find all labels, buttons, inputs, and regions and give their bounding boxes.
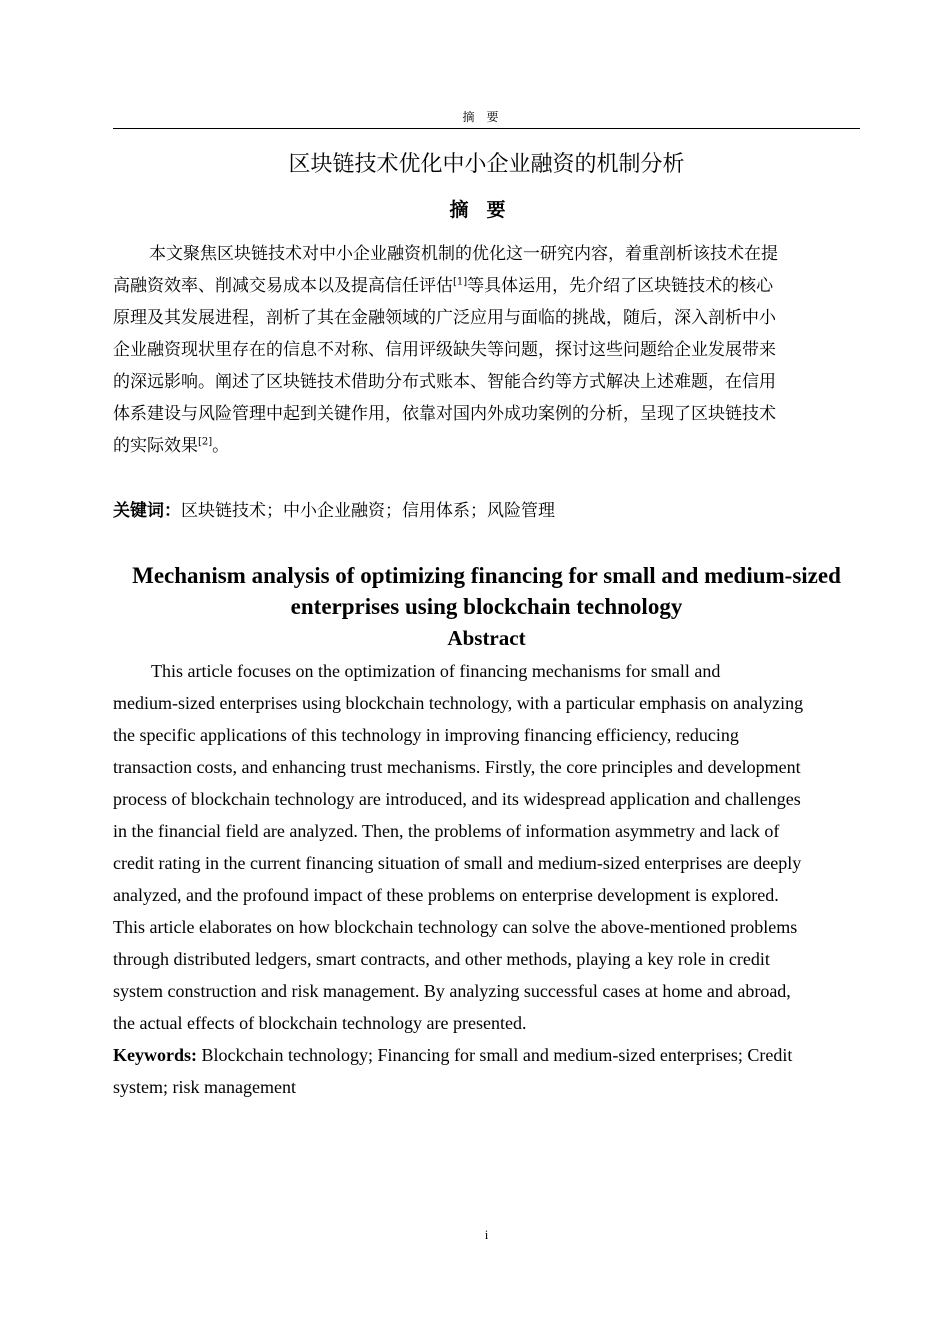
en-keywords-label: Keywords: xyxy=(113,1045,197,1065)
en-keywords-continued: system; risk management xyxy=(113,1077,296,1097)
cn-body-text: 高融资效率、削减交易成本以及提高信任评估 xyxy=(113,276,453,296)
cn-body-text: 体系建设与风险管理中起到关键作用，依靠对国内外成功案例的分析，呈现了区块链技术 xyxy=(113,404,776,424)
citation-ref: [1] xyxy=(453,276,468,288)
cn-body-text: 本文聚焦区块链技术对中小企业融资机制的优化这一研究内容，着重剖析该技术在提 xyxy=(149,244,778,264)
en-title xyxy=(113,560,860,622)
cn-keywords xyxy=(113,495,860,527)
en-abstract-heading: Abstract xyxy=(447,626,526,650)
en-body-line: process of blockchain technology are introduced, and its widespread application and challenges xyxy=(113,789,801,809)
cn-body-text: 等具体运用，先介绍了区块链技术的核心 xyxy=(467,276,774,296)
cn-body-line xyxy=(113,334,860,366)
citation-ref: [2] xyxy=(198,436,213,448)
header-rule xyxy=(113,128,860,129)
cn-body-line xyxy=(113,302,860,334)
cn-body-text: 原理及其发展进程，剖析了其在金融领域的广泛应用与面临的挑战，随后，深入剖析中小 xyxy=(113,308,776,328)
en-title-line: enterprises using blockchain technology xyxy=(290,594,683,619)
en-body-line: credit rating in the current financing situation of small and medium-sized enterprises are deeply xyxy=(113,853,802,873)
en-body-line: medium-sized enterprises using blockchain technology, with a particular emphasis on analyzing xyxy=(113,693,804,713)
cn-body-text: 企业融资现状里存在的信息不对称、信用评级缺失等问题，探讨这些问题给企业发展带来 xyxy=(113,340,776,360)
cn-body-line xyxy=(113,366,860,398)
en-body-line: through distributed ledgers, smart contracts, and other methods, playing a key role in credit xyxy=(113,949,770,969)
en-body-line: the actual effects of blockchain technology are presented. xyxy=(113,1013,527,1033)
cn-abstract-body xyxy=(113,238,860,462)
en-body-line: the specific applications of this technology in improving financing efficiency, reducing xyxy=(113,725,739,745)
cn-body-line xyxy=(113,398,860,430)
cn-body-line xyxy=(113,270,860,302)
running-header: 摘要 xyxy=(462,110,511,124)
cn-keywords-label: 关键词： xyxy=(113,501,181,521)
cn-body-text: 的实际效果 xyxy=(113,436,198,456)
en-body-line: transaction costs, and enhancing trust mechanisms. Firstly, the core principles and development xyxy=(113,757,801,777)
en-body-line: This article elaborates on how blockchain technology can solve the above-mentioned problems xyxy=(113,917,798,937)
en-keywords xyxy=(113,1039,860,1071)
en-body-line: in the financial field are analyzed. Then, the problems of information asymmetry and lack of xyxy=(113,821,780,841)
en-keywords-text: Blockchain technology; Financing for small and medium-sized enterprises; Credit xyxy=(197,1045,793,1065)
en-title-line: Mechanism analysis of optimizing financing for small and medium-sized xyxy=(132,563,841,588)
en-body-line: This article focuses on the optimization of financing mechanisms for small and xyxy=(151,661,721,681)
cn-body-text: 的深远影响。阐述了区块链技术借助分布式账本、智能合约等方式解决上述难题，在信用 xyxy=(113,372,776,392)
en-body-line: system construction and risk management. By analyzing successful cases at home and abroad, xyxy=(113,981,791,1001)
en-body-line: analyzed, and the profound impact of these problems on enterprise development is explored. xyxy=(113,885,779,905)
cn-body-line xyxy=(113,238,860,270)
cn-body-line xyxy=(113,430,860,462)
en-abstract-body xyxy=(113,655,860,1103)
cn-abstract-heading: 摘要 xyxy=(449,199,524,221)
cn-title: 区块链技术优化中小企业融资的机制分析 xyxy=(288,152,685,177)
cn-keywords-text: 区块链技术；中小企业融资；信用体系；风险管理 xyxy=(181,501,555,521)
page-number: i xyxy=(484,1227,489,1242)
cn-body-text: 。 xyxy=(212,436,230,456)
